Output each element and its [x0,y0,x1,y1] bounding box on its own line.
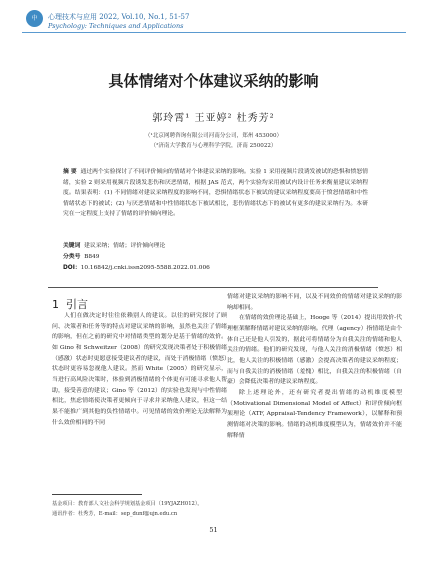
classification-label: 分类号 [63,254,81,260]
journal-logo: 中 [26,10,43,27]
keywords-label: 关键词 [63,243,81,249]
abstract [63,167,368,220]
footnote-funding: 基金项目：教育部人文社会科学规划基金项目（19YJAZH012）。 [52,501,203,507]
left-paragraph-1: 人们在做决定时往往依赖别人的建议。以往的研究探讨了顾问、决策者和任务等的特点对建议采纳的影响，虽然也关注了情绪的影响，但在之前的研究中对情绪类型的划分是基于情绪的效价。如 Gino 和 Schweitzer（2008）的研究发现决策者处于积极情绪（感激）状态时更愿意接受建议者的建议，而处于消极情绪（愤怒）状态时更容易忽视他人建议。然而 White（2005）的研究显示，当进行高风险决策时，体验到消极情绪的个体更有可能寻求他人帮助，接受善意的建议；Gino 等（2012）的实验也发现与中性情绪相比，焦虑情绪使决策者更倾向于寻求并采纳他人建议，但这一结果不能推广到其他的负性情绪中。可见情绪的效价理论无法解释为什么效价相同的不同 [52,313,227,426]
body-left-column [52,311,227,428]
author-list: 郭玲霄¹ 王亚婷² 杜秀芳² [152,113,275,124]
journal-info: 心理技术与应用 2022, Vol.10, No.1, 51-57 [48,13,190,21]
doi [63,262,210,271]
doi-label: DOI： [63,265,81,271]
keywords [63,240,165,249]
affiliation-2: （²济南大学教育与心理科学学院，济南 250022） [150,143,277,149]
classification-text: B849 [84,254,100,260]
right-paragraph-2: 在情绪的效价理论基础上，Hooge 等（2014）提出用效价-代理框架解释情绪对建议采纳的影响。代理（agency）指情绪是由个体自己还是他人引发的，据此可将情绪分为自我关注的情绪和他人关注的情绪。他们的研究发现，与他人关注的消极情绪（愤怒）相比，他人关注的积极情绪（感激）会提高决策者的建议采纳程度；而与自我关注的消极情绪（羞愧）相比，自我关注的积极情绪（自豪）会降低决策者的建议采纳程度。 [227,315,402,386]
header-divider [22,32,406,33]
right-paragraph-3: 除上述理论外，还有研究者提出情绪的动机维度模型（Motivational Dimensional Model of Affect）和评价倾向框架理论（ATF, Appraisal-Tendency Framework），以解释和预测情绪对决策的影响。情绪的动机维度模型认为，情绪效价并不能解释情 [227,389,402,439]
abstract-label: 摘 要 [63,169,77,175]
section-number: 1 [52,298,59,311]
classification [63,251,99,260]
section-title: 引言 [66,298,88,311]
affiliation-1: （¹北京网聘咨询有限公司河南分公司，郑州 453000） [144,133,283,139]
right-paragraph-1: 情绪对建议采纳的影响不同，以及不同效价的情绪对建议采纳的影响却相同。 [227,294,402,311]
keywords-text: 建议采纳；情绪；评价倾向理论 [84,243,166,249]
doi-text: 10.16842/j.cnki.issn2095-5588.2022.01.006 [80,265,210,271]
abstract-text: 通过两个实验探讨了不同评价倾向的情绪对个体建议采纳的影响。实验 1 采用视频片段诱发被试的恐惧和愤怒情绪，实验 2 则采用视频片段诱发悲伤和厌恶情绪，根据 JAS 范式，两个实验均采用被试内设计任务来衡量建议采纳程度。结果表明：(1) 不同情绪对建议采纳程度的影响不同，恐惧情绪状态下被试的建议采纳程度要高于愤怒情绪和中性情绪状态下的被试；(2) 与厌恶情绪和中性情绪状态下被试相比，悲伤情绪状态下的被试有更多的建议采纳行为。本研究在一定程度上支持了情绪的评价倾向理论。 [63,169,368,218]
paper-title: 具体情绪对个体建议采纳的影响 [108,72,319,90]
body-right-column [227,292,402,441]
footnote-correspondence: 通讯作者：杜秀芳，E-mail：sep_dunf@ujn.edu.cn [52,511,178,517]
journal-english-name: Psychology: Techniques and Applications [48,22,184,30]
abstract-divider [48,287,378,288]
footnote-divider [52,494,142,495]
page-number: 51 [209,526,218,534]
section-heading [52,296,88,312]
